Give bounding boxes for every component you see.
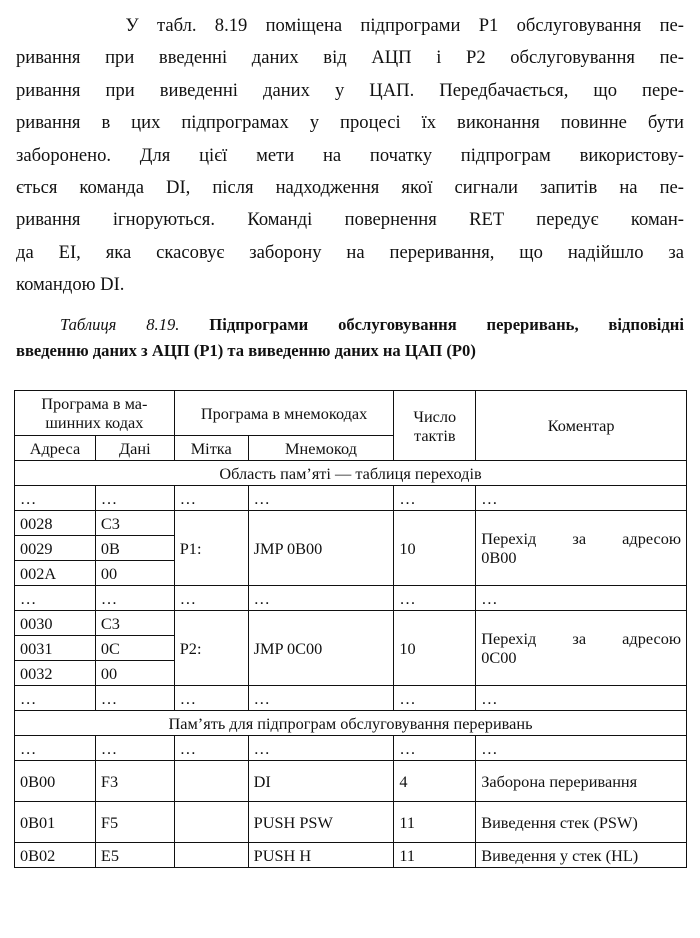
header-row-1	[15, 391, 687, 436]
label-cell	[174, 843, 248, 868]
ellipsis-cell: …	[248, 586, 394, 611]
header-comment: Коментар	[476, 391, 687, 461]
comment-text: Перехід за адресою	[481, 629, 681, 648]
label-cell	[174, 761, 248, 802]
ellipsis-cell: …	[15, 586, 96, 611]
ellipsis-cell: …	[174, 686, 248, 711]
ellipsis-cell: …	[394, 586, 476, 611]
table-row	[15, 486, 687, 511]
label-cell: Р2:	[174, 611, 248, 686]
paragraph-line: командою DI.	[16, 274, 125, 296]
cycles-cell: 10	[394, 511, 476, 586]
data-cell: 00	[95, 661, 174, 686]
comment-text: 0C00	[481, 648, 517, 667]
section-row-subroutine-memory	[15, 711, 687, 736]
caption-label: Таблиця 8.19.	[60, 315, 180, 334]
data-cell: 0C	[95, 636, 174, 661]
header-address: Адреса	[15, 436, 96, 461]
comment-cell: Заборона переривання	[476, 761, 687, 802]
paragraph-line: ється команда DI, після надходження якої сигнали запитів на пе-	[16, 177, 684, 199]
ellipsis-cell: …	[476, 686, 687, 711]
cycles-cell: 11	[394, 843, 476, 868]
comment-cell	[476, 511, 687, 586]
cycles-cell: 10	[394, 611, 476, 686]
header-cycles: Число тактів	[394, 391, 476, 461]
table-row	[15, 843, 687, 868]
section-title: Пам’ять для підпрограм обслуговування переривань	[15, 711, 687, 736]
address-cell: 0B00	[15, 761, 96, 802]
ellipsis-cell: …	[476, 486, 687, 511]
ellipsis-cell: …	[15, 686, 96, 711]
table-row	[15, 761, 687, 802]
header-mnemonic: Програма в мнемокодах	[174, 391, 394, 436]
table-caption	[16, 312, 684, 364]
caption-line-2	[16, 338, 684, 364]
ellipsis-cell: …	[95, 586, 174, 611]
ellipsis-cell: …	[248, 686, 394, 711]
table-row	[15, 611, 687, 636]
data-cell: F3	[95, 761, 174, 802]
section-row-jump-table	[15, 461, 687, 486]
paragraph-line: ривання при введенні даних від АЦП і Р2 обслуговування пе-	[16, 47, 684, 69]
body-paragraph	[16, 10, 684, 302]
mnemonic-cell: PUSH H	[248, 843, 394, 868]
data-cell: 0B	[95, 536, 174, 561]
address-cell: 0031	[15, 636, 96, 661]
mnemonic-cell: DI	[248, 761, 394, 802]
paragraph-line: ривання ігноруються. Команді повернення RET передує коман-	[16, 209, 684, 231]
ellipsis-cell: …	[95, 486, 174, 511]
header-machine-code: Програма в ма-шинних кодах	[15, 391, 175, 436]
data-cell: F5	[95, 802, 174, 843]
data-cell: C3	[95, 511, 174, 536]
header-data: Дані	[95, 436, 174, 461]
address-cell: 0032	[15, 661, 96, 686]
ellipsis-cell: …	[174, 736, 248, 761]
subroutine-table	[14, 390, 687, 868]
comment-cell	[476, 611, 687, 686]
data-cell: E5	[95, 843, 174, 868]
ellipsis-cell: …	[248, 486, 394, 511]
mnemonic-cell: JMP 0C00	[248, 611, 394, 686]
ellipsis-cell: …	[174, 486, 248, 511]
paragraph-line: ривання в цих підпрограмах у процесі їх виконання повинне бути	[16, 112, 684, 134]
data-cell: 00	[95, 561, 174, 586]
caption-line-1	[16, 312, 684, 338]
address-cell: 0030	[15, 611, 96, 636]
mnemonic-cell: PUSH PSW	[248, 802, 394, 843]
mnemonic-cell: JMP 0B00	[248, 511, 394, 586]
ellipsis-cell: …	[394, 486, 476, 511]
address-cell: 0B01	[15, 802, 96, 843]
ellipsis-cell: …	[394, 686, 476, 711]
ellipsis-cell: …	[15, 736, 96, 761]
table-row	[15, 586, 687, 611]
header-mnemocode: Мнемокод	[248, 436, 394, 461]
section-title: Область пам’яті — таблиця переходів	[15, 461, 687, 486]
ellipsis-cell: …	[95, 736, 174, 761]
comment-text: Перехід за адресою	[481, 529, 681, 548]
ellipsis-cell: …	[248, 736, 394, 761]
ellipsis-cell: …	[95, 686, 174, 711]
table-row	[15, 736, 687, 761]
table-row	[15, 511, 687, 536]
caption-title-2: введенню даних з АЦП (Р1) та виведенню даних на ЦАП (Р0)	[16, 341, 476, 360]
address-cell: 0029	[15, 536, 96, 561]
header-label: Мітка	[174, 436, 248, 461]
label-cell: Р1:	[174, 511, 248, 586]
cycles-cell: 4	[394, 761, 476, 802]
ellipsis-cell: …	[15, 486, 96, 511]
paragraph-line: заборонено. Для цієї мети на початку підпрограм використову-	[16, 144, 684, 166]
ellipsis-cell: …	[174, 586, 248, 611]
cycles-cell: 11	[394, 802, 476, 843]
address-cell: 0028	[15, 511, 96, 536]
comment-cell: Виведення стек (PSW)	[476, 802, 687, 843]
ellipsis-cell: …	[476, 736, 687, 761]
comment-text: 0B00	[481, 548, 517, 567]
paragraph-line: да EI, яка скасовує заборону на переривання, що надійшло за	[16, 241, 684, 263]
ellipsis-cell: …	[394, 736, 476, 761]
table-row	[15, 802, 687, 843]
label-cell	[174, 802, 248, 843]
address-cell: 0B02	[15, 843, 96, 868]
address-cell: 002A	[15, 561, 96, 586]
table-row	[15, 686, 687, 711]
paragraph-line: У табл. 8.19 поміщена підпрограми Р1 обслуговування пе-	[16, 15, 684, 36]
comment-cell: Виведення у стек (HL)	[476, 843, 687, 868]
paragraph-line: ривання при виведенні даних у ЦАП. Передбачається, що пере-	[16, 79, 684, 101]
caption-title-1: Підпрограми обслуговування переривань, відповідні	[209, 315, 684, 334]
ellipsis-cell: …	[476, 586, 687, 611]
data-cell: C3	[95, 611, 174, 636]
